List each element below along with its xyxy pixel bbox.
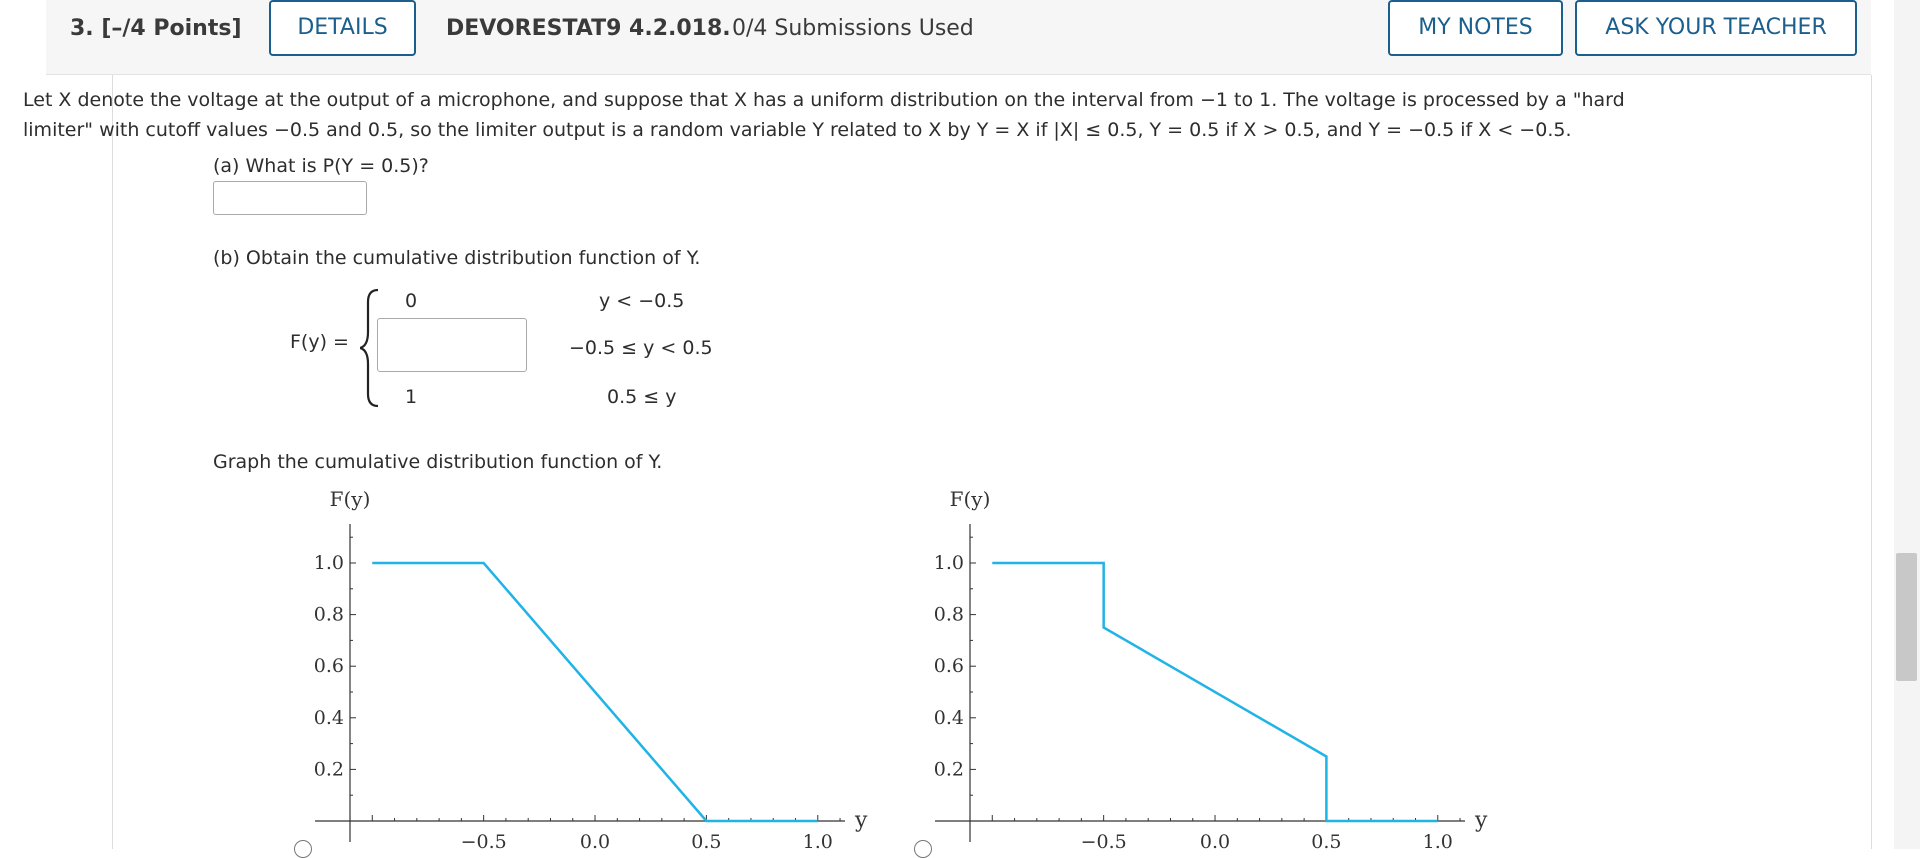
option-1-radio[interactable] <box>294 840 312 858</box>
y-tick-label: 1.0 <box>313 552 344 574</box>
x-tick-label: 0.5 <box>691 831 722 849</box>
x-tick-label: 0.5 <box>1311 831 1342 849</box>
part-a-question: (a) What is P(Y = 0.5)? <box>213 155 429 177</box>
x-tick-label: 1.0 <box>802 831 833 849</box>
piece-1-value: 0 <box>405 290 418 312</box>
graph-prompt: Graph the cumulative distribution function of Y. <box>213 451 663 473</box>
y-tick-label: 0.2 <box>313 758 344 781</box>
question-number: 3. <box>70 16 94 41</box>
scrollbar-thumb[interactable] <box>1896 553 1917 681</box>
piece-1-condition: y < −0.5 <box>599 290 685 312</box>
piece-3-condition: 0.5 ≤ y <box>607 386 677 408</box>
question-header <box>46 0 1871 75</box>
x-tick-label: 0.0 <box>1199 831 1231 849</box>
part-a-answer-input[interactable] <box>213 181 367 215</box>
submissions-used: 0/4 Submissions Used <box>732 16 974 41</box>
cdf-chart-1 <box>290 482 870 849</box>
piece-2-condition: −0.5 ≤ y < 0.5 <box>569 337 713 359</box>
y-tick-label: 0.6 <box>313 655 344 678</box>
scrollbar-track[interactable] <box>1894 0 1920 849</box>
cdf-graph-option-2[interactable] <box>910 482 1490 853</box>
cdf-series-line <box>372 563 818 821</box>
y-tick-label: 0.8 <box>313 603 344 626</box>
x-tick-label: −0.5 <box>460 831 507 849</box>
x-tick-label: −0.5 <box>1080 831 1127 849</box>
points-label: [–/4 Points] <box>101 16 242 41</box>
problem-statement <box>23 85 1763 145</box>
problem-line-2: limiter" with cutoff values −0.5 and 0.5, so the limiter output is a random variable Y related to X by Y = X if |X| ≤ 0.5, Y = 0.5 if X > 0.5, and Y = −0.5 if X < −0.5. <box>23 119 1572 141</box>
y-tick-label: 0.6 <box>933 655 964 678</box>
details-button[interactable]: DETAILS <box>269 0 416 56</box>
problem-line-1: Let X denote the voltage at the output of a microphone, and suppose that X has a uniform distribution on the interval from −1 to 1. The voltage is processed by a "hard <box>23 89 1625 111</box>
my-notes-button[interactable]: MY NOTES <box>1388 0 1563 56</box>
y-tick-label: 0.4 <box>933 706 964 729</box>
piece-3-value: 1 <box>405 386 418 408</box>
cdf-graph-option-1[interactable] <box>290 482 870 853</box>
y-tick-label: 1.0 <box>933 552 964 574</box>
cdf-chart-2 <box>910 482 1490 849</box>
x-tick-label: 0.0 <box>579 831 611 849</box>
y-axis-label: F(y) <box>329 487 371 511</box>
question-number-points <box>70 16 242 41</box>
option-2-radio[interactable] <box>914 840 932 858</box>
piece-2-answer-input[interactable] <box>377 318 527 372</box>
y-axis-label: F(y) <box>949 487 991 511</box>
y-tick-label: 0.2 <box>933 758 964 781</box>
x-axis-label: y <box>855 808 868 833</box>
ask-your-teacher-button[interactable]: ASK YOUR TEACHER <box>1575 0 1857 56</box>
cdf-series-line <box>992 563 1438 821</box>
y-tick-label: 0.4 <box>313 706 344 729</box>
y-tick-label: 0.8 <box>933 603 964 626</box>
part-b-question: (b) Obtain the cumulative distribution function of Y. <box>213 247 701 269</box>
x-tick-label: 1.0 <box>1422 831 1453 849</box>
x-axis-label: y <box>1475 808 1488 833</box>
question-id: DEVORESTAT9 4.2.018. <box>446 16 731 41</box>
fy-label: F(y) = <box>290 331 349 353</box>
